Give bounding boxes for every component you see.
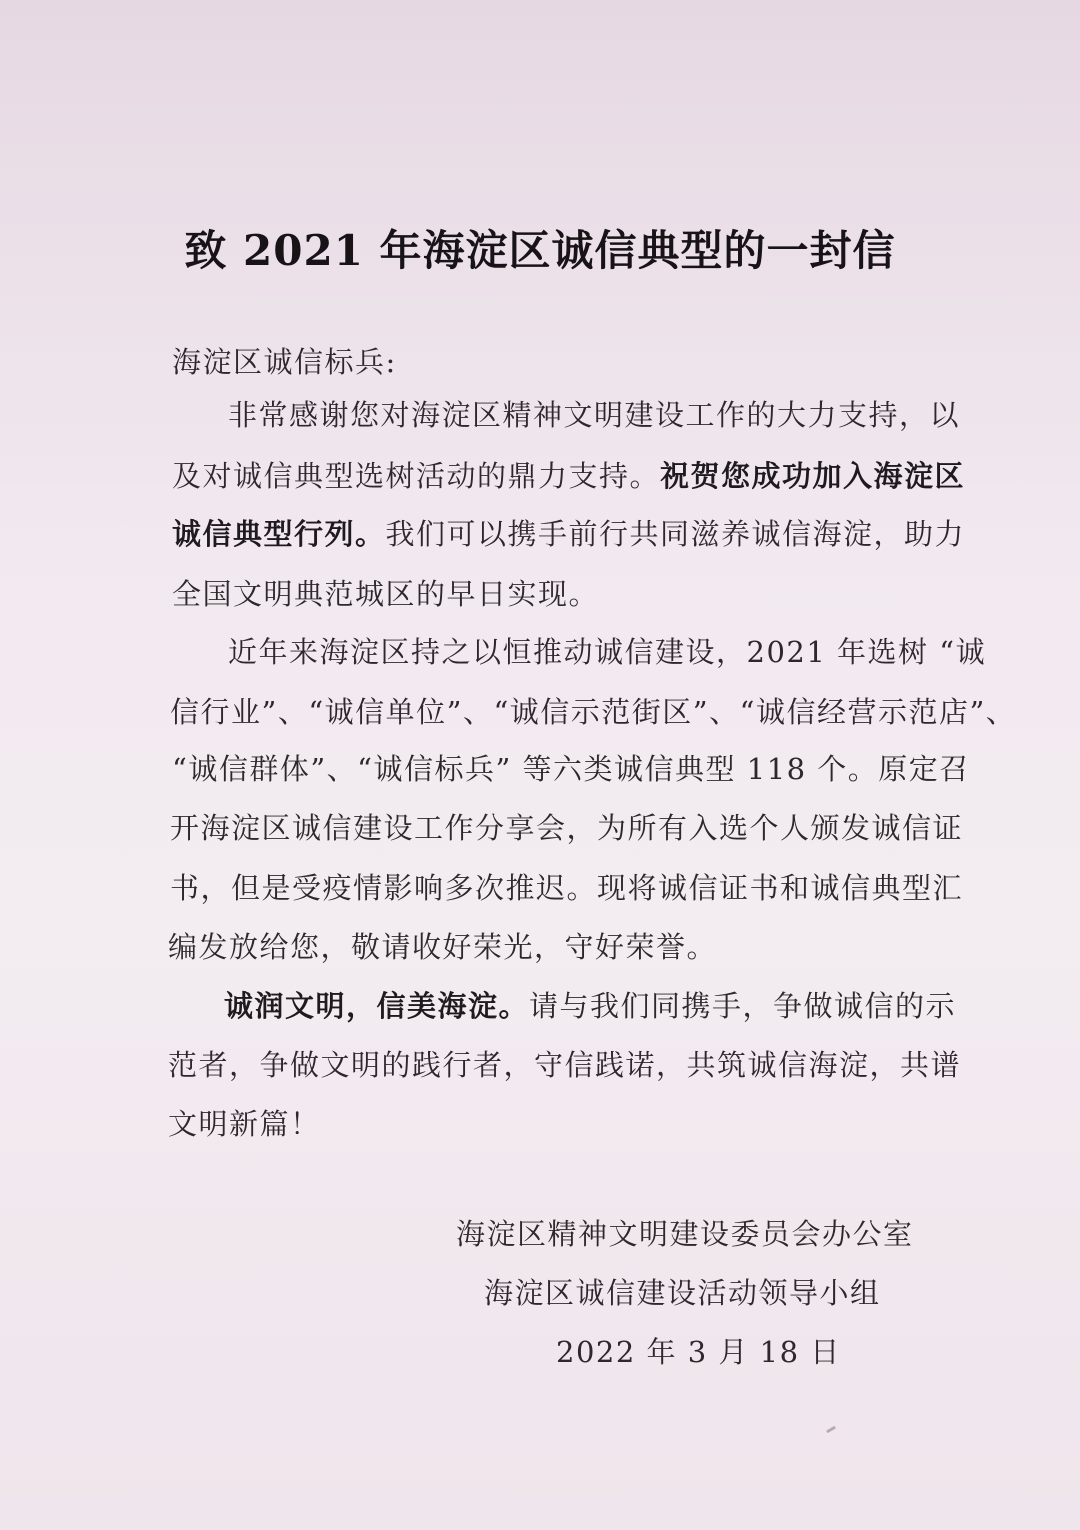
body-text-bold: 祝贺您成功加入海淀区 xyxy=(660,459,966,493)
body-text-normal: 及对诚信典型选树活动的鼎力支持。 xyxy=(172,459,661,493)
body-text-bold: 诚信典型行列。 xyxy=(172,517,386,551)
body-line-6: 信行业”、“诚信单位”、“诚信示范街区”、“诚信经营示范店”、 xyxy=(170,695,1017,729)
signature-org-1: 海淀区精神文明建设委员会办公室 xyxy=(456,1217,914,1251)
paper-mark xyxy=(826,1426,836,1434)
body-text-normal: 我们可以携手前行共同滋养诚信海淀，助力 xyxy=(385,517,966,551)
signature-org-2: 海淀区诚信建设活动领导小组 xyxy=(484,1276,881,1310)
letter-greeting: 海淀区诚信标兵: xyxy=(172,345,397,379)
body-line-9: 书，但是受疫情影响多次推迟。现将诚信证书和诚信典型汇 xyxy=(170,871,964,905)
body-line-5: 近年来海淀区持之以恒推动诚信建设，2021 年选树 “诚 xyxy=(228,635,987,669)
body-line-13: 文明新篇！ xyxy=(168,1107,321,1141)
body-line-7: “诚信群体”、“诚信标兵” 等六类诚信典型 118 个。原定召 xyxy=(172,752,970,786)
signature-date: 2022 年 3 月 18 日 xyxy=(556,1335,841,1369)
body-line-12: 范者，争做文明的践行者，守信践诺，共筑诚信海淀，共谱 xyxy=(168,1048,962,1082)
body-text-bold: 诚润文明，信美海淀。 xyxy=(224,989,530,1023)
body-line-3 xyxy=(172,512,965,553)
body-line-2 xyxy=(172,454,965,495)
body-text-normal: 请与我们同携手，争做诚信的示 xyxy=(529,989,957,1023)
body-line-1: 非常感谢您对海淀区精神文明建设工作的大力支持，以 xyxy=(228,398,961,432)
body-line-10: 编发放给您，敬请收好荣光，守好荣誉。 xyxy=(168,930,718,964)
body-line-11 xyxy=(224,984,956,1025)
letter-title: 致 2021 年海淀区诚信典型的一封信 xyxy=(184,226,896,275)
body-line-4: 全国文明典范城区的早日实现。 xyxy=(172,577,600,611)
body-line-8: 开海淀区诚信建设工作分享会，为所有入选个人颁发诚信证 xyxy=(170,811,964,845)
